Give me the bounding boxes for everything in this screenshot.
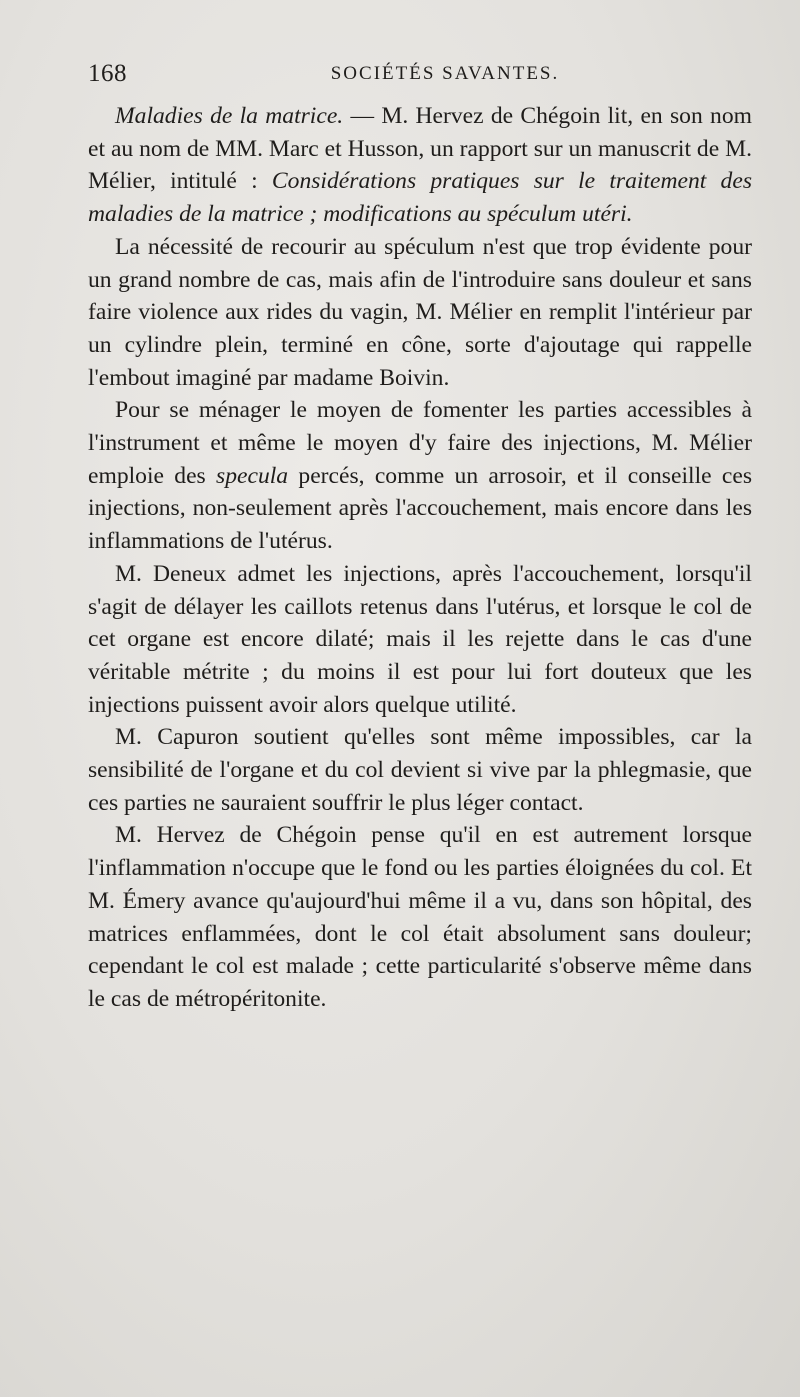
paragraph-1-text: — M. Hervez de Chégoin lit, en son nom et au nom de MM. Marc et Husson, un rapport sur un manuscrit de M. Mélier, intitulé :	[88, 103, 752, 195]
page-number: 168	[88, 60, 127, 87]
paragraph-3	[88, 394, 752, 558]
body-text	[88, 100, 752, 1016]
paragraph-4: M. Deneux admet les injections, après l'accouchement, lorsqu'il s'agit de délayer les caillots retenus dans l'utérus, et lorsque le col de cet organe est encore dilaté; mais il les rejette dans le cas d'une véritable métrite ; du moins il est pour lui fort douteux que les injections puissent avoir alors quelque utilité.	[88, 560, 752, 718]
paragraph-5: M. Capuron soutient qu'elles sont même impossibles, car la sensibilité de l'organe et du col devient si vive par la phlegmasie, que ces parties ne sauraient souffrir le plus léger contact.	[88, 724, 752, 816]
manuscript-title: Considérations pratiques sur le traitement des maladies de la matrice ; modifications au spéculum utéri.	[88, 168, 752, 228]
paragraph-3-text-a: Pour se ménager le moyen de fomenter les parties accessibles à l'instrument et même le moyen d'y faire des injections, M. Mélier emploie des	[88, 397, 752, 489]
section-heading: Maladies de la matrice.	[115, 103, 344, 129]
specula-italic: specula	[216, 462, 289, 489]
running-head	[88, 60, 746, 90]
paragraph-3-text-b: percés, comme un arrosoir, et il conseille ces injections, non-seulement après l'accouchement, mais encore dans les inflammations de l'utérus.	[88, 462, 753, 555]
paragraph-2: La nécessité de recourir au spéculum n'est que trop évidente pour un grand nombre de cas, mais afin de l'introduire sans douleur et sans faire violence aux rides du vagin, M. Mélier en remplit l'intérieur par un cylindre plein, terminé en cône, sorte d'ajoutage qui rappelle l'embout imaginé par madame Boivin.	[88, 233, 752, 391]
running-title: SOCIÉTÉS SAVANTES.	[330, 63, 560, 84]
paragraph-1	[88, 100, 752, 231]
paragraph-6: M. Hervez de Chégoin pense qu'il en est autrement lorsque l'inflammation n'occupe que le fond ou les parties éloignées du col. Et M. Émery avance qu'aujourd'hui même il a vu, dans son hôpital, des matrices enflammées, dont le col était absolument sans douleur; cependant le col est malade ; cette particularité s'observe même dans le cas de métropéritonite.	[88, 822, 752, 1012]
